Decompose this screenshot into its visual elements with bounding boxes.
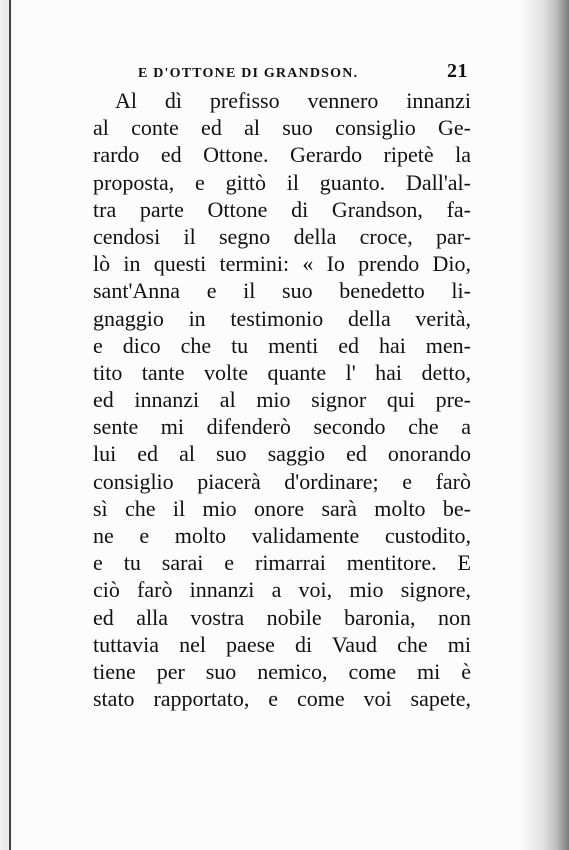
page-left-edge xyxy=(0,0,14,850)
text-line: cendosi il segno della croce, par- xyxy=(93,223,471,249)
text-line: e tu sarai e rimarrai mentitore. E xyxy=(93,550,471,576)
text-line: tito tante volte quante l' hai detto, xyxy=(93,359,471,385)
text-line: ciò farò innanzi a voi, mio signore, xyxy=(93,577,471,603)
text-line: proposta, e gittò il guanto. Dall'al- xyxy=(93,169,471,195)
text-line: lui ed al suo saggio ed onorando xyxy=(93,441,471,467)
text-line: Al dì prefisso vennero innanzi xyxy=(115,88,471,113)
binding-line xyxy=(9,0,11,850)
page-right-shadow xyxy=(519,0,569,850)
body-text xyxy=(93,87,471,712)
text-line: tuttavia nel paese di Vaud che mi xyxy=(93,631,471,657)
text-line: ne e molto validamente custodito, xyxy=(93,523,471,548)
page-number: 21 xyxy=(447,60,468,82)
text-line: sì che il mio onore sarà molto be- xyxy=(93,495,471,521)
text-line: rardo ed Ottone. Gerardo ripetè la xyxy=(93,142,471,168)
text-line: lò in questi termini: « Io prendo Dio, xyxy=(93,251,471,277)
text-line: tiene per suo nemico, come mi è xyxy=(93,658,471,684)
text-line: sant'Anna e il suo benedetto li- xyxy=(93,278,471,304)
text-line: consiglio piacerà d'ordinare; e farò xyxy=(93,468,471,494)
text-line: ed innanzi al mio signor qui pre- xyxy=(93,387,471,413)
text-line: e dico che tu menti ed hai men- xyxy=(93,332,471,358)
text-line: sente mi difenderò secondo che a xyxy=(93,414,471,440)
text-line: al conte ed al suo consiglio Ge- xyxy=(93,115,471,141)
text-line: tra parte Ottone di Grandson, fa- xyxy=(93,196,471,222)
page-header xyxy=(138,60,468,86)
text-line: ed alla vostra nobile baronia, non xyxy=(93,604,471,630)
text-line: gnaggio in testimonio della verità, xyxy=(93,305,471,331)
text-line: stato rapportato, e come voi sapete, xyxy=(93,686,471,712)
running-head: E D'OTTONE DI GRANDSON. xyxy=(138,66,359,81)
